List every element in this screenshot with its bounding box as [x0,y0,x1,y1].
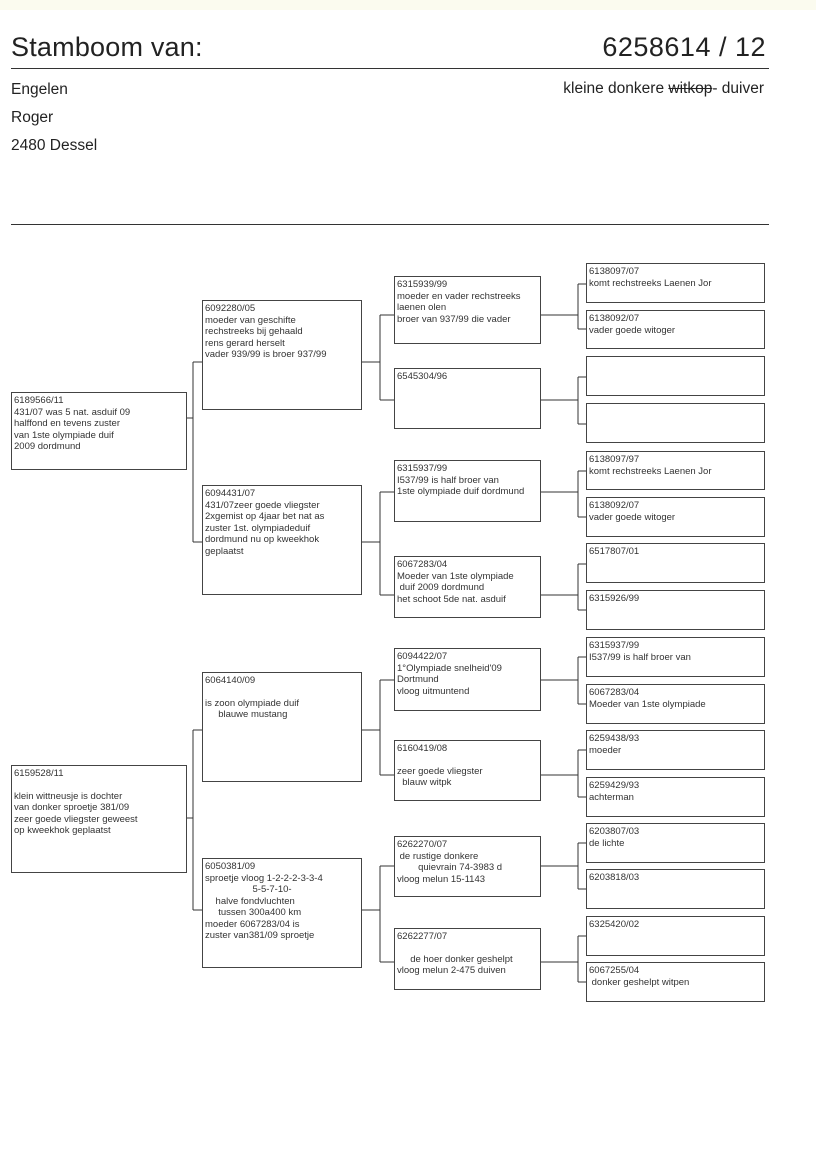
ring-number: 6067283/04 [589,687,640,698]
ring-number: 6315926/99 [589,593,640,604]
note-line: komt rechstreeks Laenen Jor [589,277,712,289]
grandparent-box-3 [202,672,362,782]
ring-number: 6094431/07 [205,488,256,499]
ring-number: 6067255/04 [589,965,640,976]
note-line: blauwe mustang [205,709,288,720]
note-line: komt rechstreeks Laenen Jor [589,465,712,477]
note-line: donker geshelpt witpen [589,976,690,988]
note-line: halffond en tevens zuster [14,418,120,429]
note-line: zuster 1st. olympiadeduif [205,522,311,534]
grandparent-box-4 [202,858,362,968]
ring-number: 6258614 / 12 [602,32,766,62]
description-struck: witkop [668,80,713,97]
great-grandparent-box-5 [394,648,541,711]
great-grandparent-box-7 [394,836,541,897]
gen4-box-15 [586,916,765,956]
gen4-box-11 [586,730,765,770]
gen4-box-10 [586,684,765,724]
note-line [397,755,538,766]
note-line: klein wittneusje is dochter [14,790,123,802]
note-line: duif 2009 dordmund [397,582,485,593]
ring-number: 6159528/11 [14,768,64,779]
note-line: de hoer donker geshelpt [397,953,513,965]
note-line: zeer goede vliegster geweest [14,813,138,825]
note-line [205,687,359,698]
note-line: zeer goede vliegster [397,765,483,777]
ring-number: 6189566/11 [14,395,64,406]
ring-number: 6262277/07 [397,931,448,942]
ring-number: 6138092/07 [589,500,640,511]
note-line: tussen 300a400 km [205,907,302,918]
note-line: van 1ste olympiade duif [14,429,114,441]
gen4-box-16 [586,962,765,1002]
gen4-box-6 [586,497,765,537]
parent-box-dam [11,765,187,873]
gen4-box-7 [586,543,765,583]
note-line: Moeder van 1ste olympiade [397,570,514,582]
parent-box-sire [11,392,187,470]
note-line: Dortmund [397,674,439,685]
note-line: halve fondvluchten [205,895,295,907]
note-line: 2009 dordmund [14,441,81,452]
great-grandparent-box-4 [394,556,541,618]
note-line: het schoot 5de nat. asduif [397,593,506,605]
gen4-box-3 [586,356,765,396]
ring-number: 6545304/96 [397,371,448,382]
note-line: 1ste olympiade duif dordmund [397,486,525,497]
note-line: is zoon olympiade duif [205,697,299,709]
ring-number: 6138097/97 [589,454,640,465]
great-grandparent-box-6 [394,740,541,801]
note-line: de rustige donkere [397,850,479,862]
note-line: moeder 6067283/04 is [205,918,300,930]
ring-number: 6092280/05 [205,303,256,314]
owner-city: 2480 Dessel [11,137,98,154]
ring-number: 6138097/07 [589,266,640,277]
note-line: de lichte [589,837,625,849]
ring-number: 6050381/09 [205,861,256,872]
note-line: rens gerard herselt [205,337,285,349]
note-line: dordmund nu op kweekhok [205,534,320,545]
grandparent-box-1 [202,300,362,410]
note-line: 431/07 was 5 nat. asduif 09 [14,406,131,418]
ring-number: 6315937/99 [589,640,640,651]
note-line: rechstreeks bij gehaald [205,326,303,337]
ring-number: 6517807/01 [589,546,640,557]
ring-number: 6203818/03 [589,872,640,883]
owner-firstname: Roger [11,109,54,126]
note-line: moeder en vader rechstreeks [397,290,521,302]
note-line: 2xgemist op 4jaar bet nat as [205,511,325,522]
note-line [397,943,538,954]
gen4-box-2 [586,310,765,349]
note-line: Moeder van 1ste olympiade [589,698,706,710]
note-line: blauw witpk [397,777,452,788]
note-line: zuster van381/09 sproetje [205,930,315,941]
note-line: vader goede witoger [589,324,676,336]
grandparent-box-2 [202,485,362,595]
note-line: op kweekhok geplaatst [14,825,111,836]
gen4-box-9 [586,637,765,677]
note-line: 1°Olympiade snelheid'09 [397,662,502,674]
note-line: van donker sproetje 381/09 [14,802,130,813]
owner-surname: Engelen [11,81,68,98]
note-line: moeder [589,744,622,756]
note-line: quievrain 74-3983 d [397,862,503,873]
gen4-box-14 [586,869,765,909]
great-grandparent-box-8 [394,928,541,990]
ring-number: 6094422/07 [397,651,448,662]
description-after: - duiver [712,80,764,97]
note-line: vloog melun 2-475 duiven [397,965,506,976]
note-line: 5-5-7-10- [205,884,292,895]
note-line: vloog uitmuntend [397,685,470,697]
gen4-box-13 [586,823,765,863]
ring-number: 6259429/93 [589,780,640,791]
gen4-box-12 [586,777,765,817]
note-line: I537/99 is half broer van [589,651,691,663]
ring-number: 6325420/02 [589,919,640,930]
page-title: Stamboom van: [11,32,203,62]
note-line: broer van 937/99 die vader [397,313,511,325]
note-line: 431/07zeer goede vliegster [205,499,320,511]
note-line: vader goede witoger [589,511,676,523]
gen4-box-5 [586,451,765,490]
description-before: kleine donkere [563,80,669,97]
ring-number: 6315939/99 [397,279,448,290]
ring-number: 6067283/04 [397,559,448,570]
ring-number: 6315937/99 [397,463,448,474]
note-line: sproetje vloog 1-2-2-2-3-3-4 [205,872,323,884]
note-line: vloog melun 15-1143 [397,873,486,885]
note-line [14,780,184,791]
great-grandparent-box-1 [394,276,541,344]
ring-number: 6259438/93 [589,733,640,744]
ring-number: 6138092/07 [589,313,640,324]
gen4-box-1 [586,263,765,303]
note-line: moeder van geschifte [205,314,296,326]
note-line: I537/99 is half broer van [397,474,499,486]
ring-number: 6262270/07 [397,839,448,850]
note-line: laenen olen [397,302,447,313]
note-line: vader 939/99 is broer 937/99 [205,349,327,360]
ring-number: 6160419/08 [397,743,448,754]
note-line: achterman [589,791,634,803]
note-line: geplaatst [205,545,244,557]
great-grandparent-box-3 [394,460,541,522]
great-grandparent-box-2 [394,368,541,429]
gen4-box-4 [586,403,765,443]
ring-number: 6203807/03 [589,826,640,837]
ring-number: 6064140/09 [205,675,256,686]
gen4-box-8 [586,590,765,630]
